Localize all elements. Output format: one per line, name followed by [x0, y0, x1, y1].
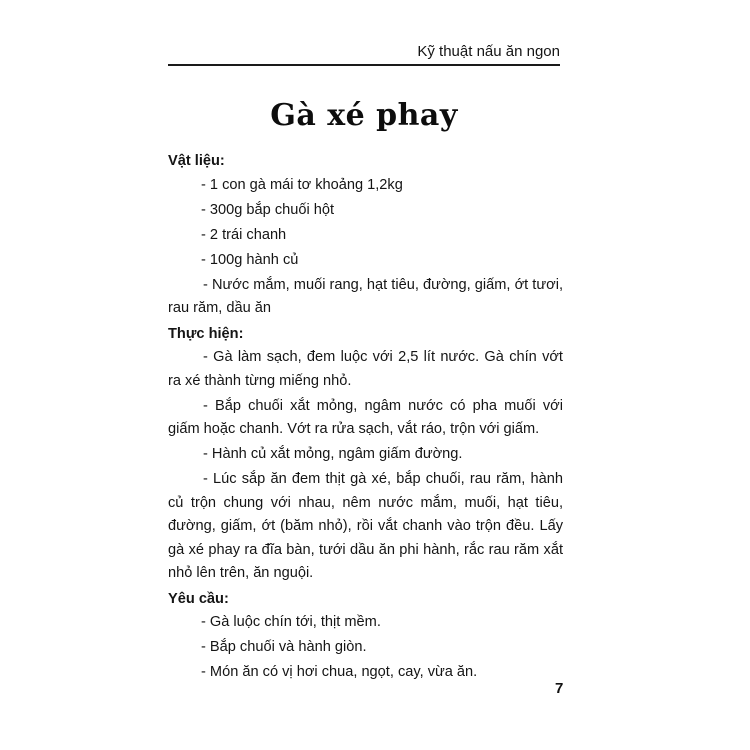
requirement-item: - Món ăn có vị hơi chua, ngọt, cay, vừa ăn.: [201, 664, 478, 680]
ingredient-item: - 1 con gà mái tơ khoảng 1,2kg: [201, 176, 403, 193]
requirement-item: - Bắp chuối và hành giòn.: [201, 639, 367, 655]
recipe-body: [168, 150, 563, 686]
ingredient-item: - 300g bắp chuối hột: [201, 201, 335, 218]
method-step: - Gà làm sạch, đem luộc với 2,5 lít nước. Gà chín vớt ra xé thành từng miếng nhỏ.: [168, 349, 563, 389]
method-step: - Lúc sắp ăn đem thịt gà xé, bắp chuối, rau răm, hành củ trộn chung với nhau, nêm nước mắm, muối, hạt tiêu, đường, giấm, ớt (băm nhỏ), rồi vắt chanh vào trộn đều. Lấy gà xé phay ra đĩa bàn, tưới dầu ăn phi hành, rắc rau răm xắt nhỏ lên trên, ăn nguội.: [168, 471, 563, 581]
method-step: - Hành củ xắt mỏng, ngâm giấm đường.: [203, 446, 463, 462]
requirements-heading: Yêu cầu:: [168, 590, 229, 607]
ingredient-item: - Nước mắm, muối rang, hạt tiêu, đường, giấm, ớt tươi, rau răm, dầu ăn: [168, 276, 563, 316]
ingredient-item: - 2 trái chanh: [201, 226, 287, 243]
method-heading: Thực hiện:: [168, 325, 244, 342]
ingredients-heading: Vật liệu:: [168, 153, 225, 169]
method-step: - Bắp chuối xắt mỏng, ngâm nước có pha muối với giấm hoặc chanh. Vớt ra rửa sạch, vắt ráo, trộn với giấm.: [168, 397, 563, 437]
requirement-item: - Gà luộc chín tới, thịt mềm.: [201, 614, 381, 630]
recipe-title: Gà xé phay: [270, 98, 458, 133]
ingredient-item: - 100g hành củ: [201, 251, 299, 268]
page-number: 7: [555, 680, 564, 697]
running-header: Kỹ thuật nấu ăn ngon: [417, 43, 560, 60]
header-rule: [168, 64, 560, 66]
